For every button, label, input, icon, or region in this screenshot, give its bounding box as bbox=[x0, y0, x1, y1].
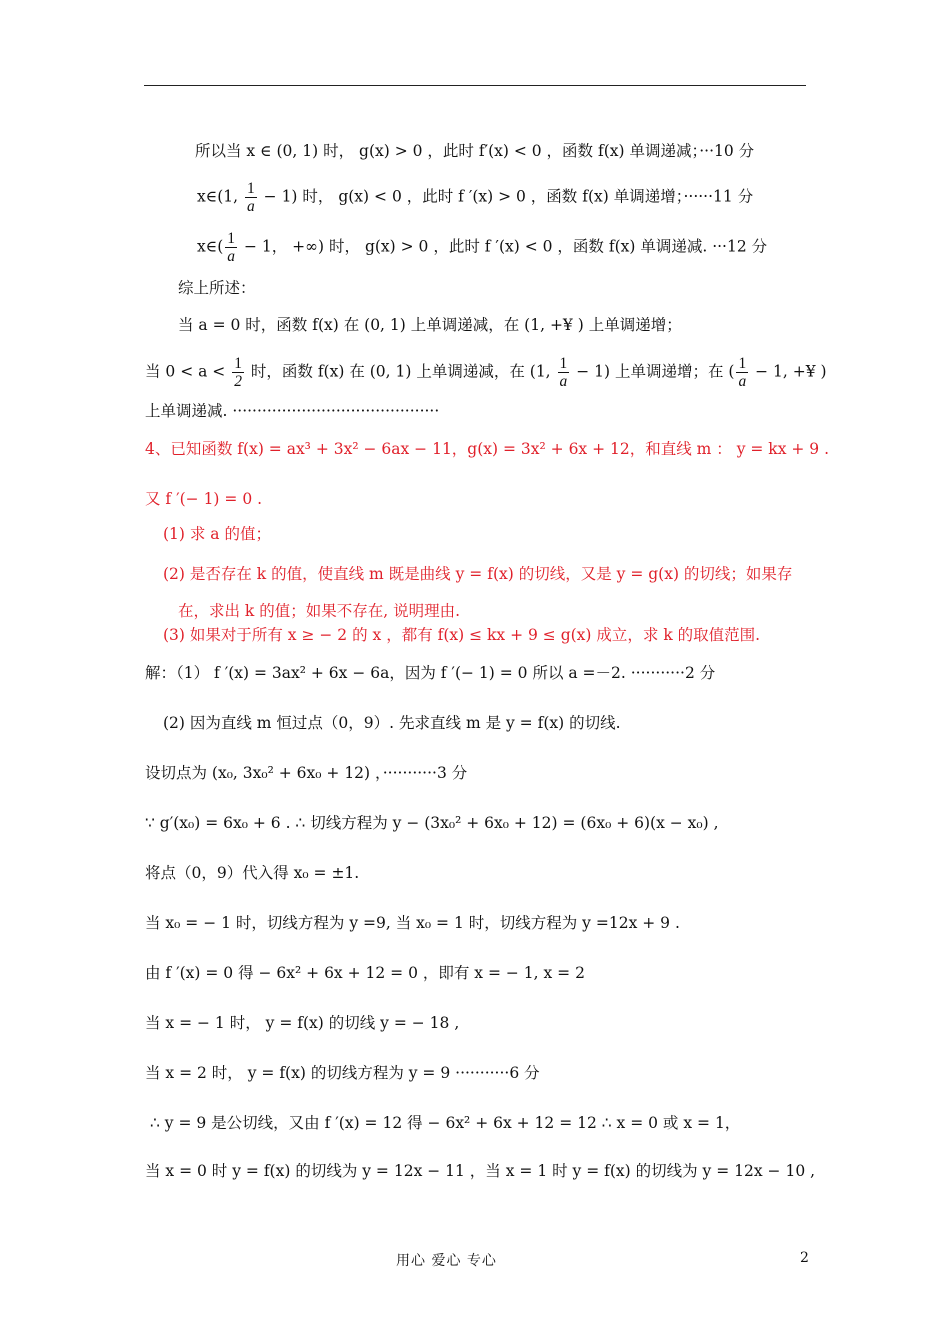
text-line-l17: ∵ g′(x₀) = 6x₀ + 6 . ∴ 切线方程为 y − (3x₀² + 6x₀ + 12) = (6x₀ + 6)(x − x₀) , bbox=[145, 814, 719, 832]
text-line-l15: (2) 因为直线 m 恒过点（0，9）. 先求直线 m 是 y = f(x) 的切线. bbox=[163, 714, 621, 732]
text-line-l07: 上单调递减. ·········································· bbox=[145, 402, 440, 420]
header-rule bbox=[144, 85, 806, 86]
fraction-numerator: 1 bbox=[246, 180, 255, 197]
fraction-numerator: 1 bbox=[227, 230, 236, 247]
text-line-l20: 由 f ′(x) = 0 得 − 6x² + 6x + 12 = 0 ，即有 x = − 1, x = 2 bbox=[145, 964, 585, 982]
page-number: 2 bbox=[800, 1250, 809, 1266]
text-line-l18: 将点（0，9）代入得 x₀ = ±1. bbox=[145, 864, 360, 882]
text-line-l12: 在，求出 k 的值；如果不存在, 说明理由. bbox=[178, 602, 461, 620]
text-line-l02: x∈(1, $\frac{1}{a}$ − 1) 时， g(x) < 0 ，此时 f ′(x) > 0 ，函数 f(x) 单调递增；······11 分 bbox=[197, 180, 754, 215]
fraction-numerator: 1 bbox=[738, 355, 747, 372]
fraction bbox=[245, 180, 257, 215]
fraction-denominator: a bbox=[227, 248, 236, 265]
text-line-l19: 当 x₀ = − 1 时，切线方程为 y =9, 当 x₀ = 1 时，切线方程为 y =12x + 9 . bbox=[145, 914, 680, 932]
text-line-l21: 当 x = − 1 时， y = f(x) 的切线 y = − 18 , bbox=[145, 1014, 460, 1032]
fraction bbox=[558, 355, 570, 390]
text-line-l08: 4、已知函数 f(x) = ax³ + 3x² − 6ax − 11，g(x) = 3x² + 6x + 12，和直线 m ： y = kx + 9 . bbox=[145, 440, 829, 458]
text-line-l14: 解：（1） f ′(x) = 3ax² + 6x − 6a，因为 f ′(− 1) = 0 所以 a =－2. ···········2 分 bbox=[145, 664, 716, 682]
fraction-denominator: a bbox=[559, 373, 568, 390]
fraction-denominator: a bbox=[738, 373, 747, 390]
fraction bbox=[232, 355, 244, 390]
text-line-l01: 所以当 x ∈ (0, 1) 时， g(x) > 0 ，此时 f′(x) < 0 ，函数 f(x) 单调递减；···10 分 bbox=[195, 142, 755, 160]
text-line-l03: x∈( $\frac{1}{a}$ − 1， +∞) 时， g(x) > 0 ，此时 f ′(x) < 0 ，函数 f(x) 单调递减. ···12 分 bbox=[197, 230, 768, 265]
text-line-l11: (2) 是否存在 k 的值，使直线 m 既是曲线 y = f(x) 的切线，又是 y = g(x) 的切线；如果存 bbox=[163, 565, 793, 583]
text-line-l13: (3) 如果对于所有 x ≥ − 2 的 x ，都有 f(x) ≤ kx + 9 ≤ g(x) 成立，求 k 的取值范围. bbox=[163, 626, 761, 644]
text-line-l05: 当 a = 0 时，函数 f(x) 在 (0, 1) 上单调递减，在 (1, +¥ ) 上单调递增； bbox=[178, 316, 682, 334]
text-line-l16: 设切点为 (x₀, 3x₀² + 6x₀ + 12) ，···········3 分 bbox=[145, 764, 468, 782]
text-line-l24: 当 x = 0 时 y = f(x) 的切线为 y = 12x − 11 ，当 x = 1 时 y = f(x) 的切线为 y = 12x − 10 , bbox=[145, 1162, 816, 1180]
fraction-denominator: 2 bbox=[234, 373, 242, 390]
fraction bbox=[736, 355, 748, 390]
fraction-denominator: a bbox=[246, 198, 255, 215]
text-line-l10: (1) 求 a 的值； bbox=[163, 525, 271, 543]
text-line-l23: ∴ y = 9 是公切线，又由 f ′(x) = 12 得 − 6x² + 6x + 12 = 12 ∴ x = 0 或 x = 1， bbox=[150, 1114, 741, 1132]
fraction bbox=[225, 230, 237, 265]
text-line-l09: 又 f ′(− 1) = 0 . bbox=[145, 490, 263, 508]
text-line-l04: 综上所述： bbox=[178, 279, 256, 297]
fraction-numerator: 1 bbox=[559, 355, 568, 372]
fraction-numerator: 1 bbox=[234, 355, 242, 372]
text-line-l06: 当 0 < a < $\frac{1}{2}$ 时，函数 f(x) 在 (0, 1) 上单调递减，在 (1, $\frac{1}{a}$ − 1) 上单调递增；在 ( $\frac{1}{a}$ − 1, +¥ ) bbox=[145, 355, 827, 390]
text-line-l22: 当 x = 2 时， y = f(x) 的切线方程为 y = 9 ···········6 分 bbox=[145, 1064, 540, 1082]
page-footer: 用心 爱心 专心 bbox=[396, 1253, 497, 1269]
